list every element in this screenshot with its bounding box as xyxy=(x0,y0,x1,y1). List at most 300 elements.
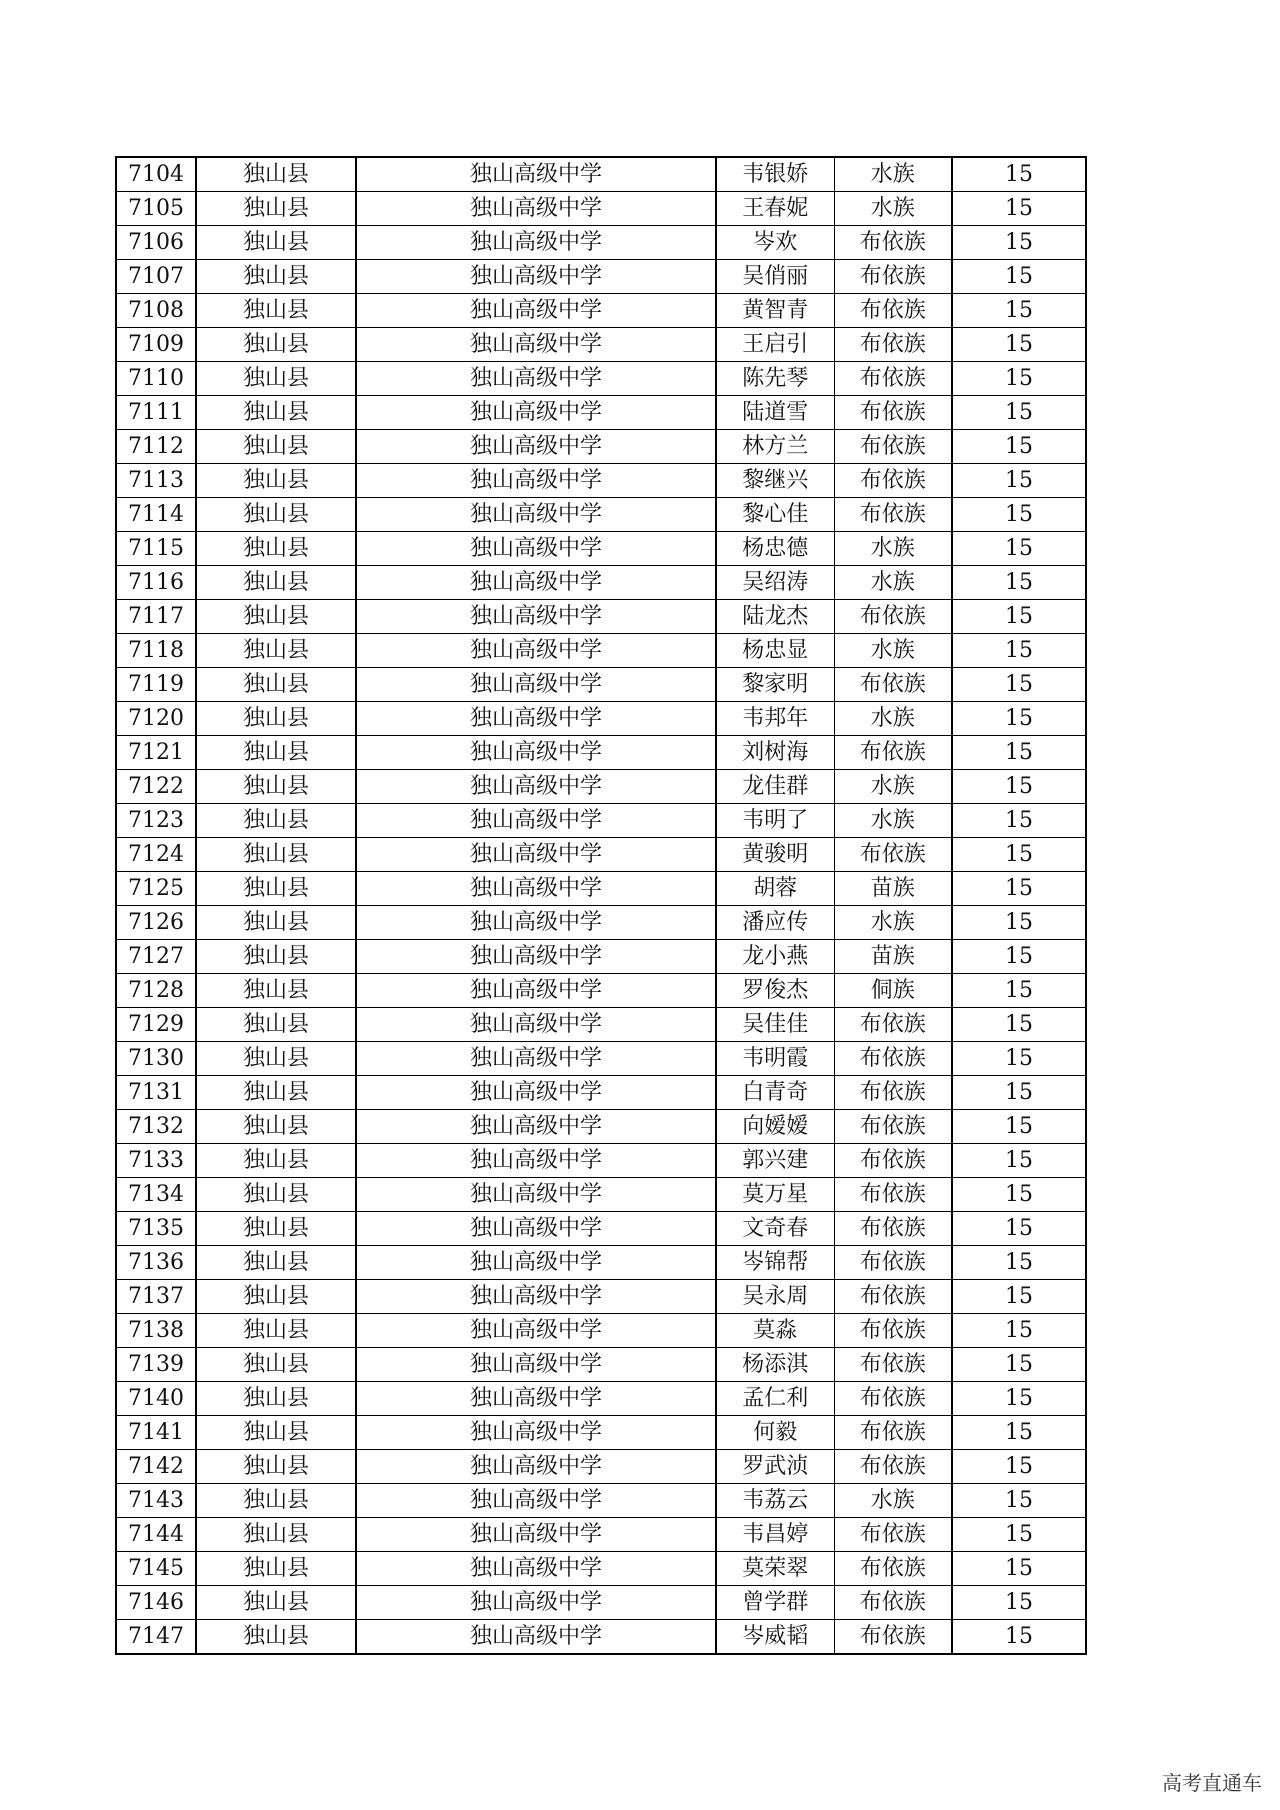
row-county-cell: 独山县 xyxy=(196,1076,356,1110)
row-county-cell: 独山县 xyxy=(196,1416,356,1450)
row-name-cell: 王春妮 xyxy=(716,192,834,226)
row-school-cell: 独山高级中学 xyxy=(356,872,716,906)
row-ethnicity-cell: 布依族 xyxy=(834,1518,952,1552)
row-id-cell: 7125 xyxy=(116,872,196,906)
row-id-cell: 7110 xyxy=(116,362,196,396)
row-name-cell: 白青奇 xyxy=(716,1076,834,1110)
row-score-cell: 15 xyxy=(952,1484,1086,1518)
row-ethnicity-cell: 苗族 xyxy=(834,940,952,974)
row-score-cell: 15 xyxy=(952,872,1086,906)
row-ethnicity-cell: 布依族 xyxy=(834,294,952,328)
row-name-cell: 林方兰 xyxy=(716,430,834,464)
row-ethnicity-cell: 水族 xyxy=(834,770,952,804)
row-name-cell: 岑欢 xyxy=(716,226,834,260)
row-score-cell: 15 xyxy=(952,1110,1086,1144)
row-id-cell: 7117 xyxy=(116,600,196,634)
row-ethnicity-cell: 水族 xyxy=(834,702,952,736)
row-score-cell: 15 xyxy=(952,906,1086,940)
row-score-cell: 15 xyxy=(952,1178,1086,1212)
row-id-cell: 7115 xyxy=(116,532,196,566)
row-name-cell: 吴绍涛 xyxy=(716,566,834,600)
row-name-cell: 陈先琴 xyxy=(716,362,834,396)
row-school-cell: 独山高级中学 xyxy=(356,157,716,192)
row-ethnicity-cell: 布依族 xyxy=(834,600,952,634)
row-id-cell: 7134 xyxy=(116,1178,196,1212)
roster-sheet xyxy=(115,156,1085,1655)
row-school-cell: 独山高级中学 xyxy=(356,1314,716,1348)
row-ethnicity-cell: 布依族 xyxy=(834,1178,952,1212)
row-name-cell: 岑锦帮 xyxy=(716,1246,834,1280)
row-ethnicity-cell: 布依族 xyxy=(834,498,952,532)
row-school-cell: 独山高级中学 xyxy=(356,1008,716,1042)
row-school-cell: 独山高级中学 xyxy=(356,260,716,294)
row-name-cell: 杨忠德 xyxy=(716,532,834,566)
table-row xyxy=(116,157,1086,192)
table-row xyxy=(116,838,1086,872)
row-name-cell: 韦荔云 xyxy=(716,1484,834,1518)
row-county-cell: 独山县 xyxy=(196,1042,356,1076)
row-score-cell: 15 xyxy=(952,430,1086,464)
table-row xyxy=(116,1314,1086,1348)
row-name-cell: 何毅 xyxy=(716,1416,834,1450)
row-county-cell: 独山县 xyxy=(196,1586,356,1620)
row-school-cell: 独山高级中学 xyxy=(356,1620,716,1655)
row-ethnicity-cell: 水族 xyxy=(834,906,952,940)
row-ethnicity-cell: 布依族 xyxy=(834,838,952,872)
row-county-cell: 独山县 xyxy=(196,498,356,532)
table-row xyxy=(116,1586,1086,1620)
row-score-cell: 15 xyxy=(952,702,1086,736)
row-ethnicity-cell: 布依族 xyxy=(834,430,952,464)
row-ethnicity-cell: 布依族 xyxy=(834,1348,952,1382)
row-id-cell: 7106 xyxy=(116,226,196,260)
row-name-cell: 杨添淇 xyxy=(716,1348,834,1382)
row-school-cell: 独山高级中学 xyxy=(356,294,716,328)
row-score-cell: 15 xyxy=(952,1314,1086,1348)
row-school-cell: 独山高级中学 xyxy=(356,1416,716,1450)
row-school-cell: 独山高级中学 xyxy=(356,1450,716,1484)
table-row xyxy=(116,532,1086,566)
row-name-cell: 胡蓉 xyxy=(716,872,834,906)
row-name-cell: 黎继兴 xyxy=(716,464,834,498)
roster-table xyxy=(115,156,1087,1655)
table-row xyxy=(116,1008,1086,1042)
row-id-cell: 7109 xyxy=(116,328,196,362)
row-county-cell: 独山县 xyxy=(196,1450,356,1484)
row-id-cell: 7129 xyxy=(116,1008,196,1042)
row-school-cell: 独山高级中学 xyxy=(356,1144,716,1178)
table-row xyxy=(116,872,1086,906)
row-name-cell: 韦邦年 xyxy=(716,702,834,736)
row-score-cell: 15 xyxy=(952,1042,1086,1076)
row-ethnicity-cell: 水族 xyxy=(834,634,952,668)
row-name-cell: 龙佳群 xyxy=(716,770,834,804)
row-county-cell: 独山县 xyxy=(196,940,356,974)
row-county-cell: 独山县 xyxy=(196,872,356,906)
row-id-cell: 7116 xyxy=(116,566,196,600)
table-row xyxy=(116,906,1086,940)
row-county-cell: 独山县 xyxy=(196,464,356,498)
row-score-cell: 15 xyxy=(952,1382,1086,1416)
row-score-cell: 15 xyxy=(952,260,1086,294)
row-name-cell: 潘应传 xyxy=(716,906,834,940)
table-row xyxy=(116,362,1086,396)
row-school-cell: 独山高级中学 xyxy=(356,702,716,736)
row-county-cell: 独山县 xyxy=(196,294,356,328)
row-county-cell: 独山县 xyxy=(196,702,356,736)
row-ethnicity-cell: 布依族 xyxy=(834,1076,952,1110)
row-ethnicity-cell: 水族 xyxy=(834,566,952,600)
row-school-cell: 独山高级中学 xyxy=(356,940,716,974)
row-county-cell: 独山县 xyxy=(196,260,356,294)
row-name-cell: 黄智青 xyxy=(716,294,834,328)
row-name-cell: 吴佳佳 xyxy=(716,1008,834,1042)
row-school-cell: 独山高级中学 xyxy=(356,906,716,940)
row-school-cell: 独山高级中学 xyxy=(356,1042,716,1076)
row-score-cell: 15 xyxy=(952,1416,1086,1450)
row-county-cell: 独山县 xyxy=(196,192,356,226)
row-county-cell: 独山县 xyxy=(196,804,356,838)
watermark-text: 高考直通车 xyxy=(1162,1771,1262,1795)
table-row xyxy=(116,328,1086,362)
row-school-cell: 独山高级中学 xyxy=(356,1212,716,1246)
row-name-cell: 罗俊杰 xyxy=(716,974,834,1008)
row-county-cell: 独山县 xyxy=(196,396,356,430)
row-id-cell: 7131 xyxy=(116,1076,196,1110)
table-row xyxy=(116,736,1086,770)
row-score-cell: 15 xyxy=(952,157,1086,192)
row-id-cell: 7141 xyxy=(116,1416,196,1450)
row-school-cell: 独山高级中学 xyxy=(356,770,716,804)
row-school-cell: 独山高级中学 xyxy=(356,430,716,464)
row-ethnicity-cell: 布依族 xyxy=(834,1586,952,1620)
row-score-cell: 15 xyxy=(952,362,1086,396)
row-score-cell: 15 xyxy=(952,940,1086,974)
row-id-cell: 7144 xyxy=(116,1518,196,1552)
row-school-cell: 独山高级中学 xyxy=(356,362,716,396)
row-name-cell: 莫淼 xyxy=(716,1314,834,1348)
row-score-cell: 15 xyxy=(952,974,1086,1008)
row-ethnicity-cell: 布依族 xyxy=(834,1552,952,1586)
row-county-cell: 独山县 xyxy=(196,1382,356,1416)
table-row xyxy=(116,1178,1086,1212)
row-id-cell: 7135 xyxy=(116,1212,196,1246)
table-row xyxy=(116,566,1086,600)
row-id-cell: 7146 xyxy=(116,1586,196,1620)
row-school-cell: 独山高级中学 xyxy=(356,804,716,838)
row-score-cell: 15 xyxy=(952,1518,1086,1552)
row-school-cell: 独山高级中学 xyxy=(356,192,716,226)
row-id-cell: 7137 xyxy=(116,1280,196,1314)
row-school-cell: 独山高级中学 xyxy=(356,1552,716,1586)
row-score-cell: 15 xyxy=(952,1348,1086,1382)
row-county-cell: 独山县 xyxy=(196,668,356,702)
row-id-cell: 7121 xyxy=(116,736,196,770)
row-score-cell: 15 xyxy=(952,226,1086,260)
row-id-cell: 7138 xyxy=(116,1314,196,1348)
row-school-cell: 独山高级中学 xyxy=(356,974,716,1008)
row-id-cell: 7107 xyxy=(116,260,196,294)
row-name-cell: 罗武浈 xyxy=(716,1450,834,1484)
row-id-cell: 7108 xyxy=(116,294,196,328)
row-school-cell: 独山高级中学 xyxy=(356,1110,716,1144)
row-id-cell: 7104 xyxy=(116,157,196,192)
table-row xyxy=(116,804,1086,838)
row-school-cell: 独山高级中学 xyxy=(356,1178,716,1212)
row-id-cell: 7123 xyxy=(116,804,196,838)
row-score-cell: 15 xyxy=(952,1450,1086,1484)
row-id-cell: 7128 xyxy=(116,974,196,1008)
table-row xyxy=(116,226,1086,260)
table-row xyxy=(116,1280,1086,1314)
row-ethnicity-cell: 布依族 xyxy=(834,1314,952,1348)
row-ethnicity-cell: 布依族 xyxy=(834,1144,952,1178)
table-row xyxy=(116,1348,1086,1382)
row-id-cell: 7132 xyxy=(116,1110,196,1144)
row-ethnicity-cell: 水族 xyxy=(834,804,952,838)
row-name-cell: 陆道雪 xyxy=(716,396,834,430)
row-county-cell: 独山县 xyxy=(196,362,356,396)
row-ethnicity-cell: 布依族 xyxy=(834,668,952,702)
table-row xyxy=(116,430,1086,464)
row-id-cell: 7145 xyxy=(116,1552,196,1586)
row-name-cell: 杨忠显 xyxy=(716,634,834,668)
row-school-cell: 独山高级中学 xyxy=(356,668,716,702)
row-ethnicity-cell: 布依族 xyxy=(834,464,952,498)
row-score-cell: 15 xyxy=(952,566,1086,600)
row-name-cell: 孟仁利 xyxy=(716,1382,834,1416)
row-score-cell: 15 xyxy=(952,600,1086,634)
table-row xyxy=(116,1042,1086,1076)
row-county-cell: 独山县 xyxy=(196,1008,356,1042)
table-row xyxy=(116,1144,1086,1178)
row-county-cell: 独山县 xyxy=(196,906,356,940)
table-row xyxy=(116,1110,1086,1144)
row-id-cell: 7140 xyxy=(116,1382,196,1416)
row-name-cell: 韦明了 xyxy=(716,804,834,838)
row-county-cell: 独山县 xyxy=(196,566,356,600)
row-name-cell: 韦明霞 xyxy=(716,1042,834,1076)
row-name-cell: 吴俏丽 xyxy=(716,260,834,294)
table-row xyxy=(116,498,1086,532)
row-score-cell: 15 xyxy=(952,736,1086,770)
row-ethnicity-cell: 布依族 xyxy=(834,226,952,260)
row-county-cell: 独山县 xyxy=(196,1280,356,1314)
row-school-cell: 独山高级中学 xyxy=(356,1076,716,1110)
row-school-cell: 独山高级中学 xyxy=(356,532,716,566)
row-school-cell: 独山高级中学 xyxy=(356,1246,716,1280)
table-row xyxy=(116,600,1086,634)
row-school-cell: 独山高级中学 xyxy=(356,736,716,770)
row-school-cell: 独山高级中学 xyxy=(356,566,716,600)
row-name-cell: 吴永周 xyxy=(716,1280,834,1314)
row-id-cell: 7114 xyxy=(116,498,196,532)
table-row xyxy=(116,940,1086,974)
row-name-cell: 文奇春 xyxy=(716,1212,834,1246)
row-school-cell: 独山高级中学 xyxy=(356,838,716,872)
row-ethnicity-cell: 布依族 xyxy=(834,1382,952,1416)
row-score-cell: 15 xyxy=(952,1280,1086,1314)
row-school-cell: 独山高级中学 xyxy=(356,1348,716,1382)
row-ethnicity-cell: 布依族 xyxy=(834,1212,952,1246)
row-score-cell: 15 xyxy=(952,804,1086,838)
row-score-cell: 15 xyxy=(952,1552,1086,1586)
row-name-cell: 龙小燕 xyxy=(716,940,834,974)
row-ethnicity-cell: 布依族 xyxy=(834,1416,952,1450)
row-ethnicity-cell: 水族 xyxy=(834,157,952,192)
row-county-cell: 独山县 xyxy=(196,770,356,804)
table-row xyxy=(116,1552,1086,1586)
row-ethnicity-cell: 布依族 xyxy=(834,328,952,362)
row-school-cell: 独山高级中学 xyxy=(356,226,716,260)
row-name-cell: 莫万星 xyxy=(716,1178,834,1212)
table-row xyxy=(116,1484,1086,1518)
row-score-cell: 15 xyxy=(952,532,1086,566)
row-score-cell: 15 xyxy=(952,1586,1086,1620)
row-id-cell: 7127 xyxy=(116,940,196,974)
row-ethnicity-cell: 苗族 xyxy=(834,872,952,906)
row-county-cell: 独山县 xyxy=(196,1110,356,1144)
row-school-cell: 独山高级中学 xyxy=(356,1518,716,1552)
row-id-cell: 7120 xyxy=(116,702,196,736)
row-score-cell: 15 xyxy=(952,1008,1086,1042)
row-name-cell: 黎家明 xyxy=(716,668,834,702)
row-school-cell: 独山高级中学 xyxy=(356,396,716,430)
table-row xyxy=(116,1246,1086,1280)
row-county-cell: 独山县 xyxy=(196,838,356,872)
row-id-cell: 7147 xyxy=(116,1620,196,1655)
row-score-cell: 15 xyxy=(952,634,1086,668)
row-ethnicity-cell: 布依族 xyxy=(834,362,952,396)
row-id-cell: 7139 xyxy=(116,1348,196,1382)
table-row xyxy=(116,974,1086,1008)
row-ethnicity-cell: 布依族 xyxy=(834,1008,952,1042)
row-county-cell: 独山县 xyxy=(196,328,356,362)
row-name-cell: 刘树海 xyxy=(716,736,834,770)
table-row xyxy=(116,770,1086,804)
row-county-cell: 独山县 xyxy=(196,1552,356,1586)
row-school-cell: 独山高级中学 xyxy=(356,498,716,532)
row-school-cell: 独山高级中学 xyxy=(356,1484,716,1518)
row-score-cell: 15 xyxy=(952,1212,1086,1246)
table-row xyxy=(116,1620,1086,1655)
row-score-cell: 15 xyxy=(952,1076,1086,1110)
row-school-cell: 独山高级中学 xyxy=(356,1280,716,1314)
row-score-cell: 15 xyxy=(952,838,1086,872)
row-id-cell: 7112 xyxy=(116,430,196,464)
row-ethnicity-cell: 布依族 xyxy=(834,396,952,430)
row-school-cell: 独山高级中学 xyxy=(356,328,716,362)
table-row xyxy=(116,702,1086,736)
table-row xyxy=(116,634,1086,668)
row-name-cell: 莫荣翠 xyxy=(716,1552,834,1586)
row-id-cell: 7133 xyxy=(116,1144,196,1178)
row-school-cell: 独山高级中学 xyxy=(356,634,716,668)
row-ethnicity-cell: 布依族 xyxy=(834,1246,952,1280)
row-county-cell: 独山县 xyxy=(196,1484,356,1518)
row-name-cell: 韦银娇 xyxy=(716,157,834,192)
roster-table-body xyxy=(116,157,1086,1654)
table-row xyxy=(116,1212,1086,1246)
row-county-cell: 独山县 xyxy=(196,1518,356,1552)
row-ethnicity-cell: 布依族 xyxy=(834,1280,952,1314)
row-id-cell: 7126 xyxy=(116,906,196,940)
row-id-cell: 7113 xyxy=(116,464,196,498)
row-county-cell: 独山县 xyxy=(196,1348,356,1382)
row-name-cell: 向嫒嫒 xyxy=(716,1110,834,1144)
row-id-cell: 7111 xyxy=(116,396,196,430)
table-row xyxy=(116,1382,1086,1416)
row-county-cell: 独山县 xyxy=(196,430,356,464)
row-county-cell: 独山县 xyxy=(196,736,356,770)
table-row xyxy=(116,1416,1086,1450)
table-row xyxy=(116,1450,1086,1484)
row-ethnicity-cell: 布依族 xyxy=(834,1042,952,1076)
row-county-cell: 独山县 xyxy=(196,226,356,260)
row-score-cell: 15 xyxy=(952,328,1086,362)
row-name-cell: 黄骏明 xyxy=(716,838,834,872)
table-row xyxy=(116,396,1086,430)
row-id-cell: 7143 xyxy=(116,1484,196,1518)
table-row xyxy=(116,464,1086,498)
row-county-cell: 独山县 xyxy=(196,157,356,192)
row-school-cell: 独山高级中学 xyxy=(356,600,716,634)
row-county-cell: 独山县 xyxy=(196,1212,356,1246)
row-name-cell: 郭兴建 xyxy=(716,1144,834,1178)
row-score-cell: 15 xyxy=(952,192,1086,226)
row-id-cell: 7122 xyxy=(116,770,196,804)
row-county-cell: 独山县 xyxy=(196,1246,356,1280)
row-score-cell: 15 xyxy=(952,1144,1086,1178)
row-ethnicity-cell: 布依族 xyxy=(834,736,952,770)
row-id-cell: 7136 xyxy=(116,1246,196,1280)
row-id-cell: 7124 xyxy=(116,838,196,872)
row-score-cell: 15 xyxy=(952,668,1086,702)
row-ethnicity-cell: 布依族 xyxy=(834,1620,952,1655)
row-ethnicity-cell: 布依族 xyxy=(834,1450,952,1484)
table-row xyxy=(116,294,1086,328)
row-score-cell: 15 xyxy=(952,464,1086,498)
row-id-cell: 7119 xyxy=(116,668,196,702)
row-school-cell: 独山高级中学 xyxy=(356,1586,716,1620)
row-school-cell: 独山高级中学 xyxy=(356,464,716,498)
row-county-cell: 独山县 xyxy=(196,1314,356,1348)
row-name-cell: 陆龙杰 xyxy=(716,600,834,634)
row-ethnicity-cell: 水族 xyxy=(834,1484,952,1518)
row-id-cell: 7130 xyxy=(116,1042,196,1076)
table-row xyxy=(116,668,1086,702)
row-id-cell: 7142 xyxy=(116,1450,196,1484)
row-ethnicity-cell: 侗族 xyxy=(834,974,952,1008)
row-name-cell: 岑威韬 xyxy=(716,1620,834,1655)
row-id-cell: 7118 xyxy=(116,634,196,668)
row-county-cell: 独山县 xyxy=(196,532,356,566)
row-score-cell: 15 xyxy=(952,498,1086,532)
table-row xyxy=(116,1076,1086,1110)
row-ethnicity-cell: 布依族 xyxy=(834,1110,952,1144)
row-county-cell: 独山县 xyxy=(196,600,356,634)
row-ethnicity-cell: 布依族 xyxy=(834,260,952,294)
row-score-cell: 15 xyxy=(952,1620,1086,1655)
row-id-cell: 7105 xyxy=(116,192,196,226)
row-score-cell: 15 xyxy=(952,294,1086,328)
row-ethnicity-cell: 水族 xyxy=(834,532,952,566)
row-name-cell: 曾学群 xyxy=(716,1586,834,1620)
row-ethnicity-cell: 水族 xyxy=(834,192,952,226)
row-county-cell: 独山县 xyxy=(196,1178,356,1212)
row-school-cell: 独山高级中学 xyxy=(356,1382,716,1416)
row-county-cell: 独山县 xyxy=(196,634,356,668)
